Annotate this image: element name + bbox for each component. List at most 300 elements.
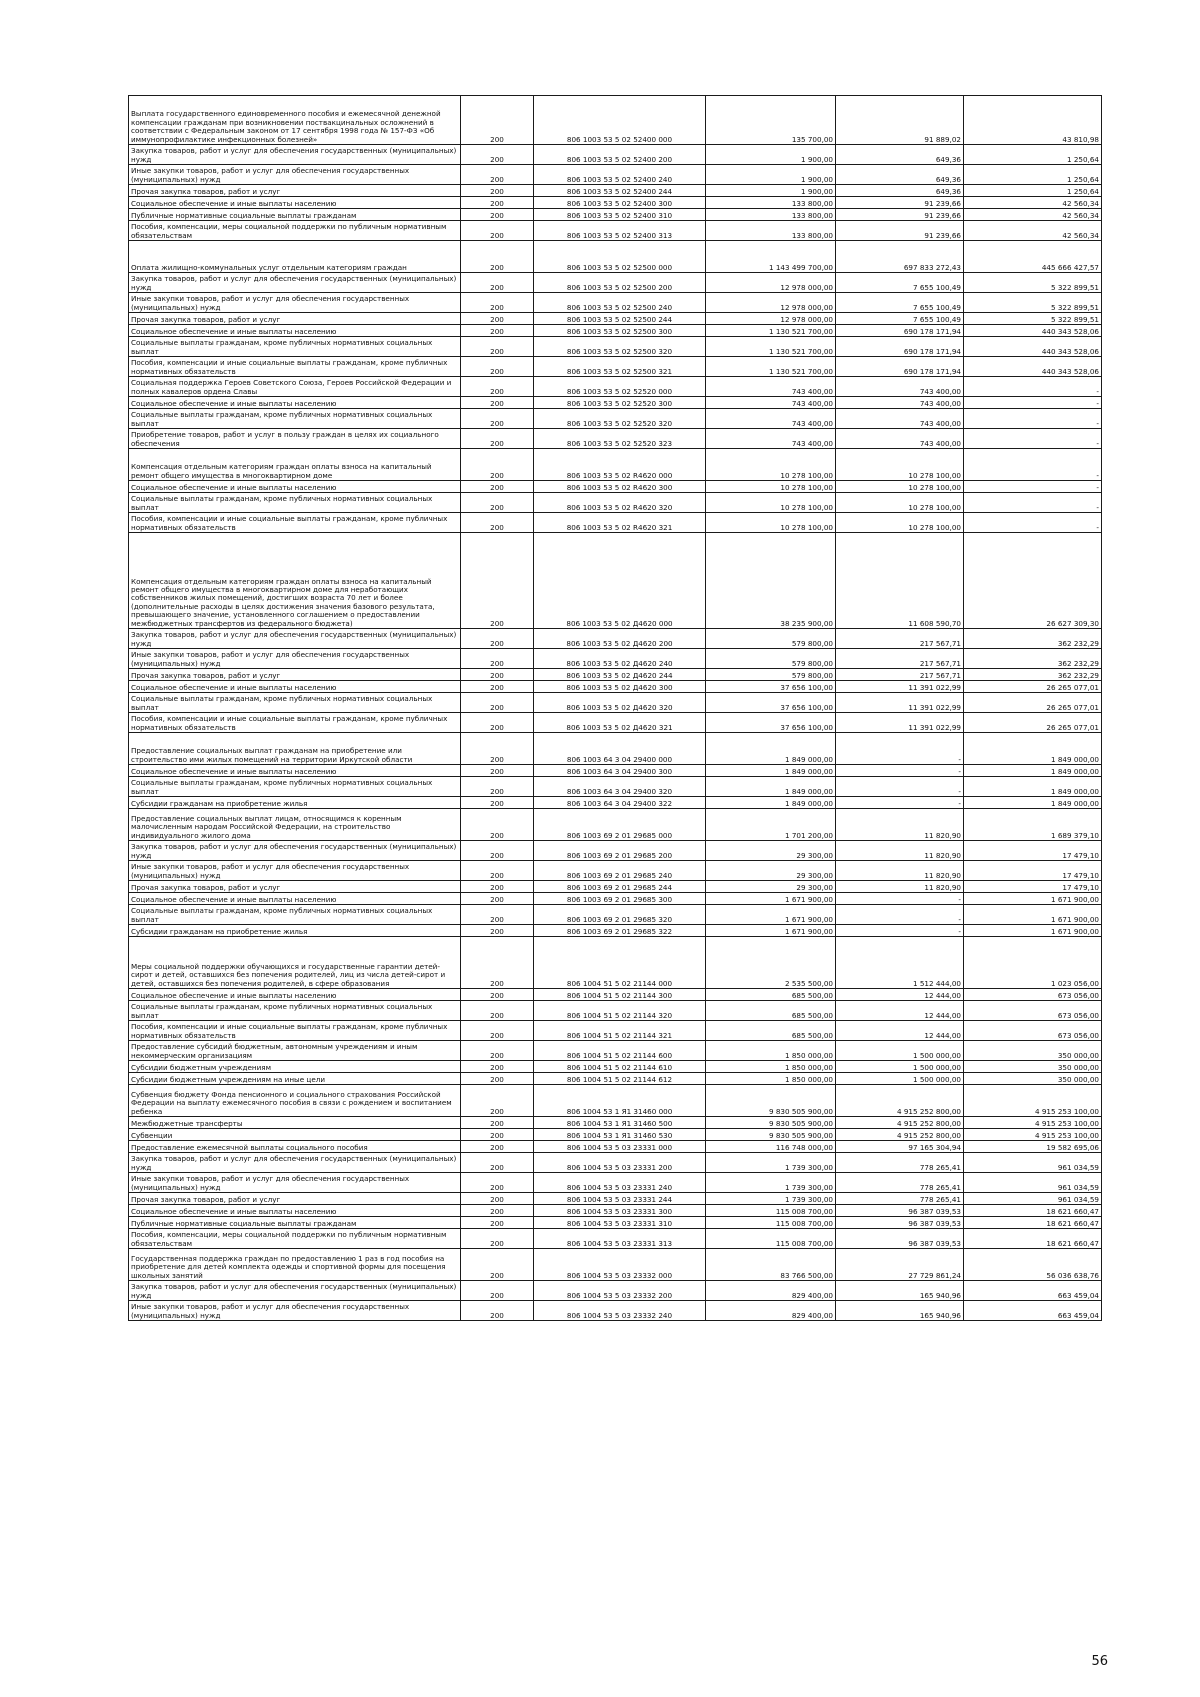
row-name-cell: Социальное обеспечение и иные выплаты населению — [129, 481, 461, 493]
table-row — [129, 409, 1102, 429]
row-executed-cell: - — [836, 893, 964, 905]
row-executed-cell: 690 178 171,94 — [836, 337, 964, 357]
table-row — [129, 533, 1102, 629]
row-kbk-cell: 806 1003 53 5 02 52400 310 — [534, 209, 706, 221]
row-name-cell: Субсидии бюджетным учреждениям — [129, 1061, 461, 1073]
row-executed-cell: - — [836, 797, 964, 809]
row-name-cell: Иные закупки товаров, работ и услуг для обеспечения государственных (муниципальных) нужд — [129, 293, 461, 313]
row-executed-cell: 12 444,00 — [836, 1001, 964, 1021]
row-approved-cell: 1 130 521 700,00 — [706, 357, 836, 377]
row-code-cell: 200 — [461, 449, 534, 481]
row-code-cell: 200 — [461, 629, 534, 649]
row-kbk-cell: 806 1003 69 2 01 29685 000 — [534, 809, 706, 841]
table-row — [129, 221, 1102, 241]
row-name-cell: Предоставление субсидий бюджетным, автономным учреждениям и иным некоммерческим организациям — [129, 1041, 461, 1061]
row-kbk-cell: 806 1003 53 5 02 52500 244 — [534, 313, 706, 325]
row-kbk-cell: 806 1004 53 5 03 23331 000 — [534, 1141, 706, 1153]
row-code-cell: 200 — [461, 693, 534, 713]
row-approved-cell: 9 830 505 900,00 — [706, 1085, 836, 1117]
row-executed-cell: 4 915 252 800,00 — [836, 1085, 964, 1117]
table-row — [129, 325, 1102, 337]
row-code-cell: 200 — [461, 1021, 534, 1041]
row-approved-cell: 1 849 000,00 — [706, 765, 836, 777]
row-kbk-cell: 806 1003 53 5 02 R4620 321 — [534, 513, 706, 533]
table-row — [129, 1193, 1102, 1205]
row-kbk-cell: 806 1004 53 5 03 23331 244 — [534, 1193, 706, 1205]
row-kbk-cell: 806 1003 53 5 02 Д4620 321 — [534, 713, 706, 733]
row-name-cell: Социальные выплаты гражданам, кроме публичных нормативных социальных выплат — [129, 777, 461, 797]
table-row — [129, 513, 1102, 533]
row-name-cell: Закупка товаров, работ и услуг для обеспечения государственных (муниципальных) нужд — [129, 841, 461, 861]
row-approved-cell: 685 500,00 — [706, 1001, 836, 1021]
row-code-cell: 200 — [461, 841, 534, 861]
row-name-cell: Приобретение товаров, работ и услуг в пользу граждан в целях их социального обеспечения — [129, 429, 461, 449]
row-approved-cell: 29 300,00 — [706, 841, 836, 861]
row-executed-cell: 11 608 590,70 — [836, 533, 964, 629]
row-executed-cell: 743 400,00 — [836, 409, 964, 429]
row-kbk-cell: 806 1004 51 5 02 21144 000 — [534, 937, 706, 989]
table-row — [129, 429, 1102, 449]
row-executed-cell: 96 387 039,53 — [836, 1229, 964, 1249]
row-approved-cell: 83 766 500,00 — [706, 1249, 836, 1281]
row-executed-cell: 1 500 000,00 — [836, 1061, 964, 1073]
row-name-cell: Социальное обеспечение и иные выплаты населению — [129, 765, 461, 777]
row-remaining-cell: 18 621 660,47 — [964, 1217, 1102, 1229]
row-remaining-cell: 362 232,29 — [964, 649, 1102, 669]
row-name-cell: Межбюджетные трансферты — [129, 1117, 461, 1129]
table-row — [129, 273, 1102, 293]
row-executed-cell: 12 444,00 — [836, 989, 964, 1001]
row-name-cell: Субвенции — [129, 1129, 461, 1141]
row-remaining-cell: 26 627 309,30 — [964, 533, 1102, 629]
table-row — [129, 209, 1102, 221]
row-kbk-cell: 806 1004 51 5 02 21144 321 — [534, 1021, 706, 1041]
row-code-cell: 200 — [461, 96, 534, 145]
row-code-cell: 200 — [461, 1229, 534, 1249]
row-approved-cell: 10 278 100,00 — [706, 493, 836, 513]
row-code-cell: 200 — [461, 649, 534, 669]
row-code-cell: 200 — [461, 777, 534, 797]
row-kbk-cell: 806 1004 53 5 03 23332 000 — [534, 1249, 706, 1281]
row-code-cell: 200 — [461, 809, 534, 841]
table-row — [129, 145, 1102, 165]
row-kbk-cell: 806 1003 53 5 02 52400 244 — [534, 185, 706, 197]
row-approved-cell: 133 800,00 — [706, 197, 836, 209]
row-kbk-cell: 806 1004 53 5 03 23331 240 — [534, 1173, 706, 1193]
row-kbk-cell: 806 1003 64 3 04 29400 300 — [534, 765, 706, 777]
table-row — [129, 809, 1102, 841]
row-name-cell: Прочая закупка товаров, работ и услуг — [129, 1193, 461, 1205]
report-sheet — [128, 95, 1101, 1321]
table-row — [129, 681, 1102, 693]
row-approved-cell: 1 739 300,00 — [706, 1173, 836, 1193]
row-executed-cell: 1 512 444,00 — [836, 937, 964, 989]
table-row — [129, 669, 1102, 681]
row-name-cell: Пособия, компенсации и иные социальные выплаты гражданам, кроме публичных нормативных обязательств — [129, 513, 461, 533]
row-remaining-cell: 961 034,59 — [964, 1193, 1102, 1205]
row-code-cell: 200 — [461, 1061, 534, 1073]
row-code-cell: 200 — [461, 325, 534, 337]
budget-execution-table — [128, 95, 1102, 1321]
row-name-cell: Иные закупки товаров, работ и услуг для обеспечения государственных (муниципальных) нужд — [129, 1173, 461, 1193]
row-kbk-cell: 806 1004 53 5 03 23331 200 — [534, 1153, 706, 1173]
row-name-cell: Предоставление социальных выплат гражданам на приобретение или строительство ими жилых помещений на территории Иркутской области — [129, 733, 461, 765]
row-remaining-cell: 26 265 077,01 — [964, 713, 1102, 733]
row-remaining-cell: - — [964, 377, 1102, 397]
table-row — [129, 629, 1102, 649]
table-row — [129, 493, 1102, 513]
row-approved-cell: 1 671 900,00 — [706, 925, 836, 937]
row-kbk-cell: 806 1004 51 5 02 21144 610 — [534, 1061, 706, 1073]
row-kbk-cell: 806 1003 69 2 01 29685 244 — [534, 881, 706, 893]
row-kbk-cell: 806 1003 53 5 02 R4620 320 — [534, 493, 706, 513]
table-row — [129, 1205, 1102, 1217]
row-executed-cell: 165 940,96 — [836, 1301, 964, 1321]
row-approved-cell: 2 535 500,00 — [706, 937, 836, 989]
row-remaining-cell: 350 000,00 — [964, 1041, 1102, 1061]
row-code-cell: 200 — [461, 1117, 534, 1129]
table-row — [129, 293, 1102, 313]
row-kbk-cell: 806 1003 53 5 02 Д4620 300 — [534, 681, 706, 693]
row-name-cell: Субсидии гражданам на приобретение жилья — [129, 925, 461, 937]
row-code-cell: 200 — [461, 797, 534, 809]
row-name-cell: Пособия, компенсации, меры социальной поддержки по публичным нормативным обязательствам — [129, 221, 461, 241]
row-kbk-cell: 806 1003 69 2 01 29685 320 — [534, 905, 706, 925]
row-code-cell: 200 — [461, 1001, 534, 1021]
table-row — [129, 765, 1102, 777]
row-code-cell: 200 — [461, 293, 534, 313]
row-remaining-cell: 1 671 900,00 — [964, 905, 1102, 925]
row-code-cell: 200 — [461, 681, 534, 693]
row-approved-cell: 743 400,00 — [706, 429, 836, 449]
row-code-cell: 200 — [461, 713, 534, 733]
table-row — [129, 713, 1102, 733]
row-name-cell: Публичные нормативные социальные выплаты гражданам — [129, 209, 461, 221]
row-remaining-cell: 673 056,00 — [964, 1001, 1102, 1021]
row-remaining-cell: 1 671 900,00 — [964, 925, 1102, 937]
row-approved-cell: 1 130 521 700,00 — [706, 337, 836, 357]
row-executed-cell: 11 391 022,99 — [836, 693, 964, 713]
row-approved-cell: 12 978 000,00 — [706, 313, 836, 325]
row-executed-cell: - — [836, 733, 964, 765]
row-code-cell: 200 — [461, 145, 534, 165]
row-name-cell: Социальные выплаты гражданам, кроме публичных нормативных социальных выплат — [129, 693, 461, 713]
row-approved-cell: 37 656 100,00 — [706, 713, 836, 733]
row-code-cell: 200 — [461, 185, 534, 197]
row-remaining-cell: 4 915 253 100,00 — [964, 1129, 1102, 1141]
table-row — [129, 337, 1102, 357]
row-remaining-cell: 961 034,59 — [964, 1153, 1102, 1173]
row-kbk-cell: 806 1004 51 5 02 21144 320 — [534, 1001, 706, 1021]
table-row — [129, 1073, 1102, 1085]
row-remaining-cell: 663 459,04 — [964, 1281, 1102, 1301]
row-executed-cell: 11 391 022,99 — [836, 713, 964, 733]
row-executed-cell: 97 165 304,94 — [836, 1141, 964, 1153]
table-row — [129, 96, 1102, 145]
table-row — [129, 377, 1102, 397]
row-approved-cell: 10 278 100,00 — [706, 449, 836, 481]
row-code-cell: 200 — [461, 765, 534, 777]
row-remaining-cell: 673 056,00 — [964, 1021, 1102, 1041]
row-kbk-cell: 806 1004 53 5 03 23331 310 — [534, 1217, 706, 1229]
row-remaining-cell: 26 265 077,01 — [964, 693, 1102, 713]
row-remaining-cell: 440 343 528,06 — [964, 325, 1102, 337]
row-code-cell: 200 — [461, 209, 534, 221]
row-kbk-cell: 806 1003 53 5 02 52500 200 — [534, 273, 706, 293]
row-name-cell: Пособия, компенсации и иные социальные выплаты гражданам, кроме публичных нормативных обязательств — [129, 1021, 461, 1041]
table-row — [129, 449, 1102, 481]
row-remaining-cell: 18 621 660,47 — [964, 1229, 1102, 1249]
row-remaining-cell: 1 671 900,00 — [964, 893, 1102, 905]
row-code-cell: 200 — [461, 397, 534, 409]
table-row — [129, 397, 1102, 409]
row-code-cell: 200 — [461, 1249, 534, 1281]
row-name-cell: Социальное обеспечение и иные выплаты населению — [129, 325, 461, 337]
table-row — [129, 797, 1102, 809]
row-remaining-cell: 4 915 253 100,00 — [964, 1117, 1102, 1129]
row-remaining-cell: 19 582 695,06 — [964, 1141, 1102, 1153]
row-kbk-cell: 806 1004 53 5 03 23331 313 — [534, 1229, 706, 1249]
row-kbk-cell: 806 1003 53 5 02 Д4620 240 — [534, 649, 706, 669]
row-code-cell: 200 — [461, 733, 534, 765]
row-name-cell: Компенсация отдельным категориям граждан оплаты взноса на капитальный ремонт общего имущества в многоквартирном доме для неработающих собственников жилых помещений, достигших возраста 70 лет и более (дополнительные расходы в целях достижения значения базового результата, превышающего значение, установленного соглашением о предоставлении межбюджетных трансфертов из федерального бюджета) — [129, 533, 461, 629]
row-remaining-cell: 1 849 000,00 — [964, 777, 1102, 797]
row-executed-cell: - — [836, 905, 964, 925]
row-remaining-cell: 440 343 528,06 — [964, 337, 1102, 357]
row-remaining-cell: - — [964, 429, 1102, 449]
row-name-cell: Субсидии бюджетным учреждениям на иные цели — [129, 1073, 461, 1085]
row-remaining-cell: - — [964, 449, 1102, 481]
table-row — [129, 197, 1102, 209]
table-row — [129, 1041, 1102, 1061]
row-code-cell: 200 — [461, 905, 534, 925]
row-name-cell: Выплата государственного единовременного пособия и ежемесячной денежной компенсации гражданам при возникновении поствакцинальных осложнений в соответствии с Федеральным законом от 17 сентября 1998 года № 157-ФЗ «Об иммунопрофилактике инфекционных болезней» — [129, 96, 461, 145]
row-code-cell: 200 — [461, 1301, 534, 1321]
row-approved-cell: 116 748 000,00 — [706, 1141, 836, 1153]
row-approved-cell: 1 701 200,00 — [706, 809, 836, 841]
row-executed-cell: 7 655 100,49 — [836, 313, 964, 325]
row-executed-cell: 778 265,41 — [836, 1193, 964, 1205]
row-code-cell: 200 — [461, 925, 534, 937]
row-kbk-cell: 806 1003 53 5 02 52520 300 — [534, 397, 706, 409]
row-name-cell: Социальные выплаты гражданам, кроме публичных нормативных социальных выплат — [129, 409, 461, 429]
table-row — [129, 937, 1102, 989]
row-executed-cell: 11 820,90 — [836, 861, 964, 881]
row-remaining-cell: 42 560,34 — [964, 221, 1102, 241]
row-executed-cell: 11 820,90 — [836, 841, 964, 861]
table-row — [129, 241, 1102, 273]
row-kbk-cell: 806 1003 53 5 02 52500 320 — [534, 337, 706, 357]
row-executed-cell: 96 387 039,53 — [836, 1217, 964, 1229]
row-code-cell: 200 — [461, 989, 534, 1001]
row-code-cell: 200 — [461, 937, 534, 989]
page-number: 56 — [1091, 1654, 1108, 1669]
row-executed-cell: 690 178 171,94 — [836, 357, 964, 377]
row-code-cell: 200 — [461, 1085, 534, 1117]
row-approved-cell: 1 849 000,00 — [706, 797, 836, 809]
row-name-cell: Социальные выплаты гражданам, кроме публичных нормативных социальных выплат — [129, 905, 461, 925]
row-approved-cell: 115 008 700,00 — [706, 1217, 836, 1229]
row-remaining-cell: 4 915 253 100,00 — [964, 1085, 1102, 1117]
row-executed-cell: 10 278 100,00 — [836, 449, 964, 481]
row-executed-cell: 649,36 — [836, 185, 964, 197]
row-approved-cell: 1 671 900,00 — [706, 905, 836, 925]
row-approved-cell: 37 656 100,00 — [706, 693, 836, 713]
table-row — [129, 925, 1102, 937]
row-code-cell: 200 — [461, 1141, 534, 1153]
row-approved-cell: 115 008 700,00 — [706, 1205, 836, 1217]
row-kbk-cell: 806 1003 53 5 02 52500 300 — [534, 325, 706, 337]
row-kbk-cell: 806 1003 69 2 01 29685 322 — [534, 925, 706, 937]
row-kbk-cell: 806 1003 64 3 04 29400 320 — [534, 777, 706, 797]
row-remaining-cell: 1 849 000,00 — [964, 765, 1102, 777]
row-approved-cell: 743 400,00 — [706, 377, 836, 397]
row-code-cell: 200 — [461, 1205, 534, 1217]
row-kbk-cell: 806 1003 53 5 02 52500 000 — [534, 241, 706, 273]
table-row — [129, 1217, 1102, 1229]
row-code-cell: 200 — [461, 241, 534, 273]
table-row — [129, 1153, 1102, 1173]
row-name-cell: Меры социальной поддержки обучающихся и государственные гарантии детей-сирот и детей, оставшихся без попечения родителей, лиц из числа детей-сирот и детей, оставшихся без попечения родителей, в сфере образования — [129, 937, 461, 989]
row-approved-cell: 12 978 000,00 — [706, 293, 836, 313]
table-row — [129, 1229, 1102, 1249]
row-code-cell: 200 — [461, 533, 534, 629]
table-row — [129, 1249, 1102, 1281]
row-approved-cell: 9 830 505 900,00 — [706, 1117, 836, 1129]
row-approved-cell: 1 850 000,00 — [706, 1061, 836, 1073]
row-code-cell: 200 — [461, 893, 534, 905]
table-row — [129, 893, 1102, 905]
row-executed-cell: 649,36 — [836, 165, 964, 185]
table-row — [129, 1301, 1102, 1321]
table-row — [129, 1061, 1102, 1073]
row-executed-cell: 690 178 171,94 — [836, 325, 964, 337]
row-code-cell: 200 — [461, 273, 534, 293]
row-remaining-cell: 5 322 899,51 — [964, 273, 1102, 293]
row-executed-cell: 10 278 100,00 — [836, 493, 964, 513]
row-approved-cell: 29 300,00 — [706, 881, 836, 893]
row-kbk-cell: 806 1003 64 3 04 29400 000 — [534, 733, 706, 765]
table-row — [129, 841, 1102, 861]
table-body — [129, 96, 1102, 1321]
row-approved-cell: 133 800,00 — [706, 209, 836, 221]
row-remaining-cell: 961 034,59 — [964, 1173, 1102, 1193]
row-remaining-cell: 350 000,00 — [964, 1073, 1102, 1085]
row-kbk-cell: 806 1003 69 2 01 29685 200 — [534, 841, 706, 861]
row-code-cell: 200 — [461, 1173, 534, 1193]
row-approved-cell: 12 978 000,00 — [706, 273, 836, 293]
row-approved-cell: 10 278 100,00 — [706, 481, 836, 493]
row-name-cell: Иные закупки товаров, работ и услуг для обеспечения государственных (муниципальных) нужд — [129, 649, 461, 669]
row-executed-cell: 217 567,71 — [836, 629, 964, 649]
row-approved-cell: 135 700,00 — [706, 96, 836, 145]
row-name-cell: Иные закупки товаров, работ и услуг для обеспечения государственных (муниципальных) нужд — [129, 1301, 461, 1321]
row-approved-cell: 1 900,00 — [706, 165, 836, 185]
table-row — [129, 185, 1102, 197]
row-kbk-cell: 806 1003 53 5 02 Д4620 320 — [534, 693, 706, 713]
row-remaining-cell: 673 056,00 — [964, 989, 1102, 1001]
row-code-cell: 200 — [461, 481, 534, 493]
row-executed-cell: 778 265,41 — [836, 1173, 964, 1193]
row-code-cell: 200 — [461, 1153, 534, 1173]
table-row — [129, 1001, 1102, 1021]
row-kbk-cell: 806 1004 53 1 Я1 31460 530 — [534, 1129, 706, 1141]
row-name-cell: Пособия, компенсации, меры социальной поддержки по публичным нормативным обязательствам — [129, 1229, 461, 1249]
table-row — [129, 881, 1102, 893]
table-row — [129, 861, 1102, 881]
row-name-cell: Социальное обеспечение и иные выплаты населению — [129, 397, 461, 409]
row-remaining-cell: 445 666 427,57 — [964, 241, 1102, 273]
row-remaining-cell: 1 849 000,00 — [964, 797, 1102, 809]
row-name-cell: Социальная поддержка Героев Советского Союза, Героев Российской Федерации и полных кавалеров ордена Славы — [129, 377, 461, 397]
row-approved-cell: 10 278 100,00 — [706, 513, 836, 533]
row-executed-cell: 27 729 861,24 — [836, 1249, 964, 1281]
row-approved-cell: 1 739 300,00 — [706, 1193, 836, 1205]
row-executed-cell: 7 655 100,49 — [836, 293, 964, 313]
row-remaining-cell: - — [964, 481, 1102, 493]
row-name-cell: Социальное обеспечение и иные выплаты населению — [129, 893, 461, 905]
table-row — [129, 165, 1102, 185]
row-name-cell: Субвенция бюджету Фонда пенсионного и социального страхования Российской Федерации на выплату ежемесячного пособия в связи с рождением и воспитанием ребенка — [129, 1085, 461, 1117]
row-kbk-cell: 806 1003 53 5 02 52520 320 — [534, 409, 706, 429]
row-code-cell: 200 — [461, 221, 534, 241]
row-executed-cell: 697 833 272,43 — [836, 241, 964, 273]
row-kbk-cell: 806 1003 53 5 02 R4620 300 — [534, 481, 706, 493]
row-executed-cell: 743 400,00 — [836, 377, 964, 397]
row-code-cell: 200 — [461, 493, 534, 513]
row-remaining-cell: 1 250,64 — [964, 145, 1102, 165]
row-name-cell: Пособия, компенсации и иные социальные выплаты гражданам, кроме публичных нормативных обязательств — [129, 357, 461, 377]
table-row — [129, 1141, 1102, 1153]
row-name-cell: Закупка товаров, работ и услуг для обеспечения государственных (муниципальных) нужд — [129, 273, 461, 293]
row-approved-cell: 1 850 000,00 — [706, 1073, 836, 1085]
row-name-cell: Социальное обеспечение и иные выплаты населению — [129, 989, 461, 1001]
table-row — [129, 733, 1102, 765]
row-approved-cell: 685 500,00 — [706, 1021, 836, 1041]
row-executed-cell: 10 278 100,00 — [836, 513, 964, 533]
row-name-cell: Закупка товаров, работ и услуг для обеспечения государственных (муниципальных) нужд — [129, 145, 461, 165]
row-name-cell: Субсидии гражданам на приобретение жилья — [129, 797, 461, 809]
row-name-cell: Социальные выплаты гражданам, кроме публичных нормативных социальных выплат — [129, 337, 461, 357]
row-name-cell: Закупка товаров, работ и услуг для обеспечения государственных (муниципальных) нужд — [129, 629, 461, 649]
row-approved-cell: 1 850 000,00 — [706, 1041, 836, 1061]
row-approved-cell: 685 500,00 — [706, 989, 836, 1001]
row-remaining-cell: 42 560,34 — [964, 197, 1102, 209]
row-remaining-cell: 1 250,64 — [964, 165, 1102, 185]
row-kbk-cell: 806 1004 53 1 Я1 31460 500 — [534, 1117, 706, 1129]
row-kbk-cell: 806 1003 53 5 02 52400 200 — [534, 145, 706, 165]
row-approved-cell: 1 130 521 700,00 — [706, 325, 836, 337]
row-executed-cell: 649,36 — [836, 145, 964, 165]
row-name-cell: Пособия, компенсации и иные социальные выплаты гражданам, кроме публичных нормативных обязательств — [129, 713, 461, 733]
row-code-cell: 200 — [461, 1217, 534, 1229]
row-executed-cell: 91 239,66 — [836, 221, 964, 241]
row-name-cell: Прочая закупка товаров, работ и услуг — [129, 313, 461, 325]
row-executed-cell: - — [836, 765, 964, 777]
row-approved-cell: 115 008 700,00 — [706, 1229, 836, 1249]
row-kbk-cell: 806 1003 53 5 02 52400 000 — [534, 96, 706, 145]
row-code-cell: 200 — [461, 881, 534, 893]
row-remaining-cell: 17 479,10 — [964, 841, 1102, 861]
row-kbk-cell: 806 1004 53 5 03 23331 300 — [534, 1205, 706, 1217]
row-approved-cell: 743 400,00 — [706, 397, 836, 409]
row-remaining-cell: - — [964, 493, 1102, 513]
row-kbk-cell: 806 1003 53 5 02 52400 240 — [534, 165, 706, 185]
row-remaining-cell: 440 343 528,06 — [964, 357, 1102, 377]
table-row — [129, 357, 1102, 377]
row-remaining-cell: 1 689 379,10 — [964, 809, 1102, 841]
row-kbk-cell: 806 1003 53 5 02 52500 321 — [534, 357, 706, 377]
